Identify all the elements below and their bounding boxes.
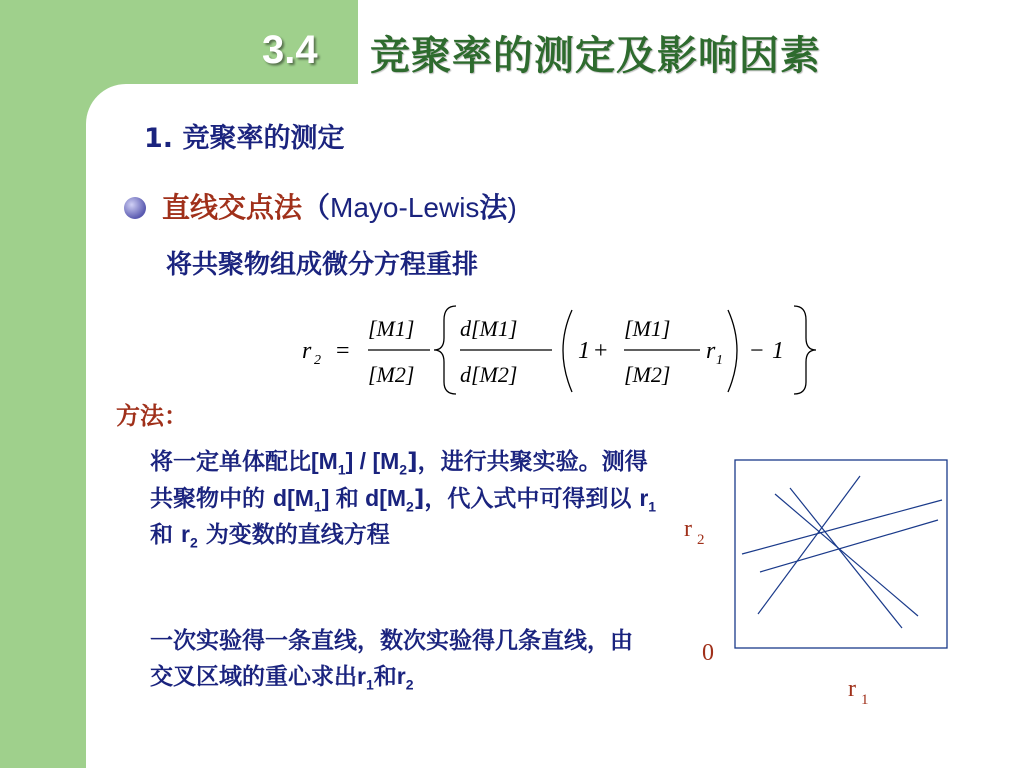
formula-dm2: d[M2] bbox=[460, 362, 518, 387]
p1-text-i: r bbox=[639, 484, 649, 511]
procedure-paragraph-2 bbox=[150, 624, 640, 695]
plot-x-label-sub: 1 bbox=[861, 692, 869, 708]
formula-r1-sub: 1 bbox=[716, 353, 723, 368]
bullet-icon bbox=[124, 197, 146, 219]
plot-y-label: r bbox=[684, 516, 692, 542]
p2-sub-d: 2 bbox=[405, 676, 414, 693]
formula-lhs-sub: 2 bbox=[314, 353, 321, 368]
p1-text-d: ]，进行共聚实验。测得共聚物中的 bbox=[150, 449, 648, 512]
p1-text-k: r bbox=[181, 521, 190, 548]
formula-plus: + bbox=[594, 338, 608, 364]
formula-m1-2: [M1] bbox=[624, 316, 671, 341]
p1-sub-i: 1 bbox=[648, 498, 657, 515]
p2-text-b: r bbox=[357, 662, 366, 689]
p1-text-e: d[M bbox=[273, 484, 314, 511]
formula-equals: = bbox=[336, 338, 350, 364]
formula-m1: [M1] bbox=[368, 316, 415, 341]
method-en-suffix: 法 bbox=[479, 191, 508, 224]
formula-one: 1 bbox=[578, 338, 590, 364]
p1-text-g: d[M bbox=[365, 484, 407, 511]
p2-text-a: 一次实验得一条直线，数次实验得几条直线，由交叉区域的重心求出 bbox=[150, 628, 633, 690]
subheading: 1. 竞聚率的测定 bbox=[144, 123, 345, 154]
procedure-label: 方法： bbox=[116, 402, 188, 430]
p1-text-c: ] / [M bbox=[345, 448, 400, 474]
right-paren bbox=[728, 310, 737, 392]
formula-one-2: 1 bbox=[772, 338, 784, 364]
plot-frame bbox=[735, 460, 947, 648]
plot-x-label: r bbox=[848, 676, 856, 702]
p1-text-h: ]，代入式中可得到以 bbox=[413, 485, 640, 512]
p2-text-d: r bbox=[396, 662, 406, 689]
p1-sub-g: 2 bbox=[406, 498, 414, 515]
formula-dm1: d[M1] bbox=[460, 316, 518, 341]
left-brace bbox=[434, 306, 456, 394]
p1-sub-k: 2 bbox=[189, 534, 198, 551]
rearrange-text: 将共聚物组成微分方程重排 bbox=[166, 250, 479, 280]
plot-line-5 bbox=[760, 520, 938, 572]
paren-close: ) bbox=[507, 192, 517, 223]
method-cn-name: 直线交点法 bbox=[162, 191, 303, 224]
method-heading bbox=[162, 186, 517, 226]
p1-text-b: [M bbox=[311, 448, 338, 474]
plot-origin-label: 0 bbox=[702, 640, 714, 666]
formula-minus: − bbox=[750, 338, 764, 364]
intersection-plot bbox=[680, 456, 970, 716]
section-number: 3.4 bbox=[262, 28, 318, 72]
formula-lhs: r bbox=[302, 338, 312, 364]
formula bbox=[296, 298, 820, 402]
p1-text-l: 为变数的直线方程 bbox=[197, 522, 390, 549]
p1-text-a: 将一定单体配比 bbox=[150, 449, 311, 475]
plot-y-label-sub: 2 bbox=[697, 532, 705, 548]
method-en-name: Mayo-Lewis bbox=[330, 192, 480, 223]
p2-sub-b: 1 bbox=[365, 676, 374, 693]
p1-sub-e: 1 bbox=[313, 498, 322, 515]
p2-text-c: 和 bbox=[373, 663, 397, 690]
p1-text-j: 和 bbox=[150, 522, 182, 549]
formula-m2-2: [M2] bbox=[624, 362, 671, 387]
p1-sub-c: 2 bbox=[399, 461, 408, 478]
p1-sub-b: 1 bbox=[337, 461, 346, 478]
left-paren bbox=[563, 310, 572, 392]
procedure-paragraph-1 bbox=[150, 444, 660, 554]
slide-title: 竞聚率的测定及影响因素 bbox=[370, 33, 821, 79]
formula-m2: [M2] bbox=[368, 362, 415, 387]
formula-r1: r bbox=[706, 338, 716, 364]
p1-text-f: ] 和 bbox=[321, 484, 366, 511]
right-brace bbox=[794, 306, 816, 394]
paren-open: （ bbox=[302, 191, 331, 224]
